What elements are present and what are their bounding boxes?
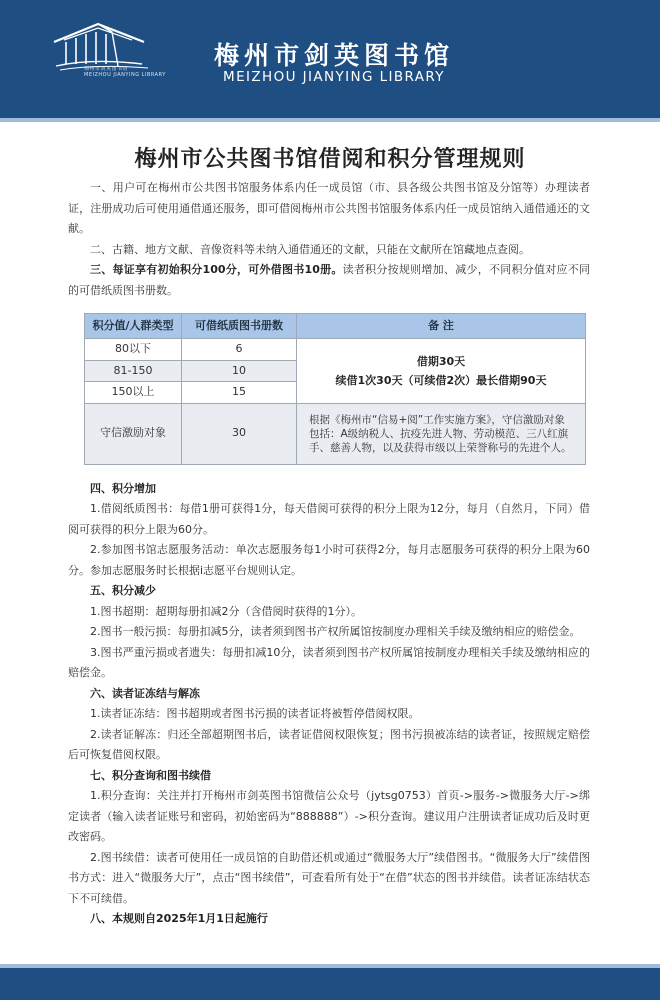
rule-paragraph-1: 一、用户可在梅州市公共图书馆服务体系内任一成员馆（市、县各级公共图书馆及分馆等）办理读者证，注册成功后可使用通借通还服务，即可借阅梅州市公共图书馆服务体系内任一成员馆纳入通借通还的文献。 xyxy=(68,181,590,235)
table-row xyxy=(85,339,586,361)
section-5-heading: 五、积分减少 xyxy=(90,584,156,597)
table-header-note: 备 注 xyxy=(297,314,586,339)
section-5-item-1: 1.图书超期：超期每册扣减2分（含借阅时获得的1分）。 xyxy=(90,604,362,618)
section-6-heading: 六、读者证冻结与解冻 xyxy=(90,686,200,700)
section-7-item-2: 2.图书续借：读者可使用任一成员馆的自助借还机或通过“微服务大厅”续借图书。“微服务大厅”续借图书方式：进入“微服务大厅”，点击“图书续借”，可查看所有处于“在借”状态的图书并续借。读者证冻结状态下不可续借。 xyxy=(68,850,590,905)
section-4-heading: 四、积分增加 xyxy=(90,481,156,495)
library-name-cn: 梅州市剑英图书馆 xyxy=(214,41,455,70)
table-cell-type: 81-150 xyxy=(85,360,182,382)
library-name-en: MEIZHOU JIANYING LIBRARY xyxy=(223,69,445,85)
table-header-row xyxy=(85,314,586,339)
section-6-item-1: 1.读者证冻结：图书超期或者图书污损的读者证将被暂停借阅权限。 xyxy=(90,707,420,720)
incentive-basis-note: 根据《梅州市“信易+阅”工作实施方案》，守信激励对象包括：A级纳税人、抗疫先进人物、劳动模范、三八红旗手、慈善人物，以及获得市级以上荣誉称号的先进个人。 xyxy=(297,403,586,464)
table-cell-books: 30 xyxy=(182,403,297,464)
logo-caption xyxy=(84,66,174,78)
table-row xyxy=(85,403,586,464)
footer-banner xyxy=(0,968,660,1000)
table-cell-books: 6 xyxy=(182,339,297,361)
points-table xyxy=(84,313,586,465)
table-cell-books: 15 xyxy=(182,382,297,404)
table-header-books: 可借纸质图书册数 xyxy=(182,314,297,339)
rule-paragraph-3 xyxy=(68,260,590,301)
loan-period-line-2: 续借1次30天（可续借2次）最长借期90天 xyxy=(335,373,547,387)
loan-period-note xyxy=(297,339,586,404)
table-cell-books: 10 xyxy=(182,360,297,382)
loan-period-line-1: 借期30天 xyxy=(416,354,466,368)
header-accent-strip xyxy=(0,118,660,122)
header-banner xyxy=(0,0,660,118)
logo-caption-cn: 梅州市剑英图书馆 xyxy=(84,66,129,72)
page-title: 梅州市公共图书馆借阅和积分管理规则 xyxy=(134,146,526,172)
section-7-item-1: 1.积分查询：关注并打开梅州市剑英图书馆微信公众号（jytsg0753）首页->服务->微服务大厅->绑定读者（输入读者证账号和密码，初始密码为“888888”）->积分查询。建议用户注册读者证成功后及时更改密码。 xyxy=(68,789,590,843)
table-cell-type: 守信激励对象 xyxy=(85,403,182,464)
initial-points-highlight: 三、每证享有初始积分100分，可外借图书10册。 xyxy=(90,263,343,276)
section-7-heading: 七、积分查询和图书续借 xyxy=(90,768,211,782)
section-5-item-2: 2.图书一般污损：每册扣减5分，读者须到图书产权所属馆按制度办理相关手续及缴纳相应的赔偿金。 xyxy=(90,625,581,638)
section-4-item-2: 2.参加图书馆志愿服务活动：单次志愿服务每1小时可获得2分，每月志愿服务可获得的积分上限为60分。参加志愿服务时长根据i志愿平台规则认定。 xyxy=(68,543,590,577)
table-cell-type: 150以上 xyxy=(85,382,182,404)
section-4-item-1: 1.借阅纸质图书：每借1册可获得1分，每天借阅可获得的积分上限为12分，每月（自然月，下同）借阅可获得的积分上限为60分。 xyxy=(68,502,590,536)
table-cell-type: 80以下 xyxy=(85,339,182,361)
rule-paragraph-2: 二、古籍、地方文献、音像资料等未纳入通借通还的文献，只能在文献所在馆藏地点查阅。 xyxy=(90,242,530,256)
section-8-heading: 八、本规则自2025年1月1日起施行 xyxy=(90,912,268,925)
logo-caption-en: MEIZHOU JIANYING LIBRARY xyxy=(84,72,166,78)
section-6-item-2: 2.读者证解冻：归还全部超期图书后，读者证借阅权限恢复；图书污损被冻结的读者证，按照规定赔偿后可恢复借阅权限。 xyxy=(68,727,590,761)
rules-body xyxy=(68,178,590,930)
section-5-item-3: 3.图书严重污损或者遗失：每册扣减10分，读者须到图书产权所属馆按制度办理相关手续及缴纳相应的赔偿金。 xyxy=(68,645,590,679)
table-header-type: 积分值/人群类型 xyxy=(85,314,182,339)
rule-paragraph-3-rest: 读者积分按规则增加、减少，不同积分值对应不同的可借纸质图书册数。 xyxy=(68,263,590,297)
